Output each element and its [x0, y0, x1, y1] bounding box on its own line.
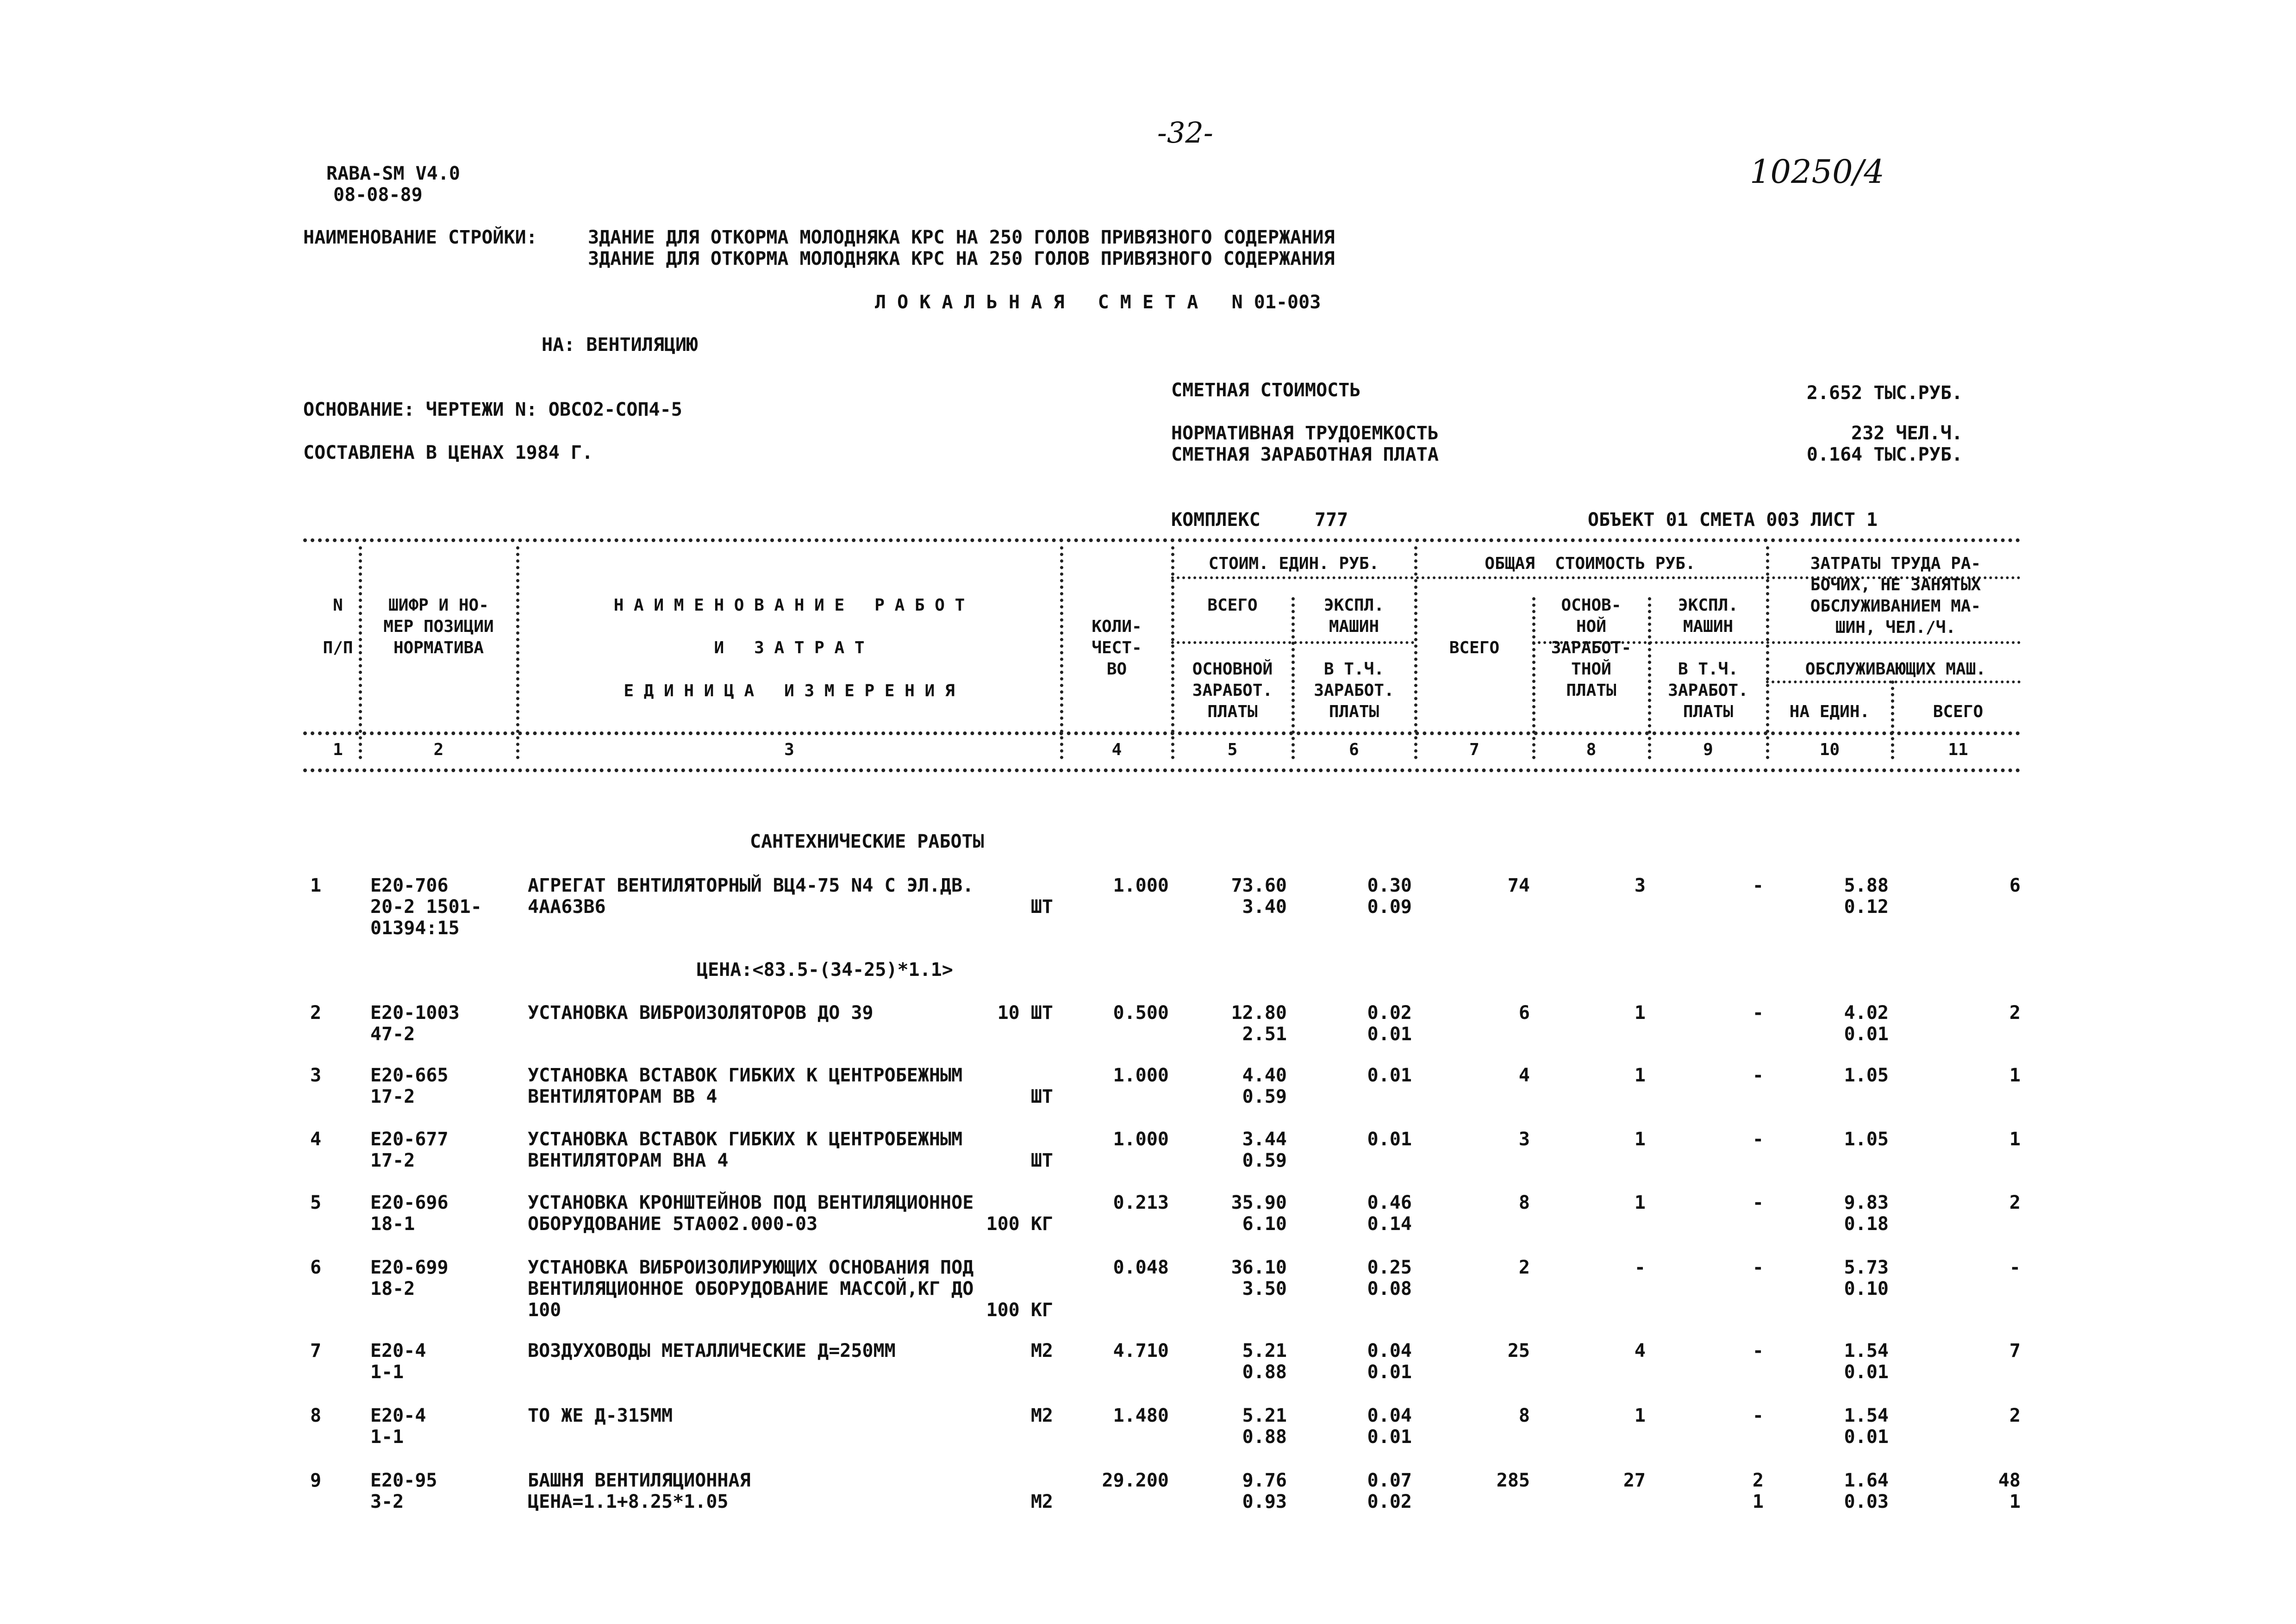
row-machine-cost-line: 0.04	[1367, 1405, 1412, 1426]
row-quantity: 1.000	[1113, 1129, 1169, 1150]
row-machine-total-line: -	[1752, 1257, 1764, 1278]
object-sheet: ОБЪЕКТ 01 СМЕТА 003 ЛИСТ 1	[1588, 509, 1878, 531]
header-top-rule	[303, 538, 2021, 542]
row-labor-unit-line: 0.12	[1844, 896, 1889, 918]
row-name-line: ОБОРУДОВАНИЕ 5ТА002.000-03	[528, 1213, 818, 1235]
header-col6-line: ЭКСПЛ.	[1323, 596, 1385, 615]
row-machine-cost-line: 0.14	[1367, 1213, 1412, 1235]
program-name: RABA-SM V4.0	[326, 163, 460, 184]
row-number: 5	[310, 1192, 322, 1213]
header-col2-line: НОРМАТИВА	[393, 638, 484, 657]
row-unit-cost-line: 3.44	[1242, 1129, 1287, 1150]
header-col6-line: ЗАРАБОТ.	[1314, 681, 1394, 700]
column-number: 3	[784, 740, 794, 759]
header-divider	[516, 546, 519, 759]
row-number: 8	[310, 1405, 322, 1426]
header-col4-line: КОЛИ-	[1092, 617, 1142, 636]
row-unit-cost-line: 5.21	[1242, 1340, 1287, 1362]
table-row	[0, 1192, 2296, 1257]
row-labor-unit-line: 0.03	[1844, 1491, 1889, 1512]
table-row	[0, 1129, 2296, 1193]
row-machine-total-line: 1	[1752, 1491, 1764, 1512]
column-number: 10	[1819, 740, 1840, 759]
row-unit: ШТ	[1030, 1150, 1053, 1171]
row-machine-cost-line: 0.02	[1367, 1491, 1412, 1512]
header-total-cost: ОБЩАЯ СТОИМОСТЬ РУБ.	[1485, 554, 1696, 573]
row-code-line: Е20-699	[370, 1257, 449, 1278]
row-quantity: 1.000	[1113, 875, 1169, 896]
row-total-cost: 285	[1496, 1470, 1530, 1491]
header-col10: НА ЕДИН.	[1789, 702, 1870, 721]
row-machine-cost-line: 0.07	[1367, 1470, 1412, 1491]
row-name-line: УСТАНОВКА ВСТАВОК ГИБКИХ К ЦЕНТРОБЕЖНЫМ	[528, 1065, 963, 1086]
header-col9-line: ПЛАТЫ	[1683, 702, 1734, 721]
row-machine-cost-line: 0.01	[1367, 1065, 1412, 1086]
complex-value: 777	[1315, 509, 1348, 531]
row-total-cost: 2	[1518, 1257, 1530, 1278]
column-number: 4	[1111, 740, 1122, 759]
row-labor-total-line: 1	[2009, 1491, 2021, 1512]
row-total-cost: 4	[1518, 1065, 1530, 1086]
row-labor-unit-line: 1.64	[1844, 1470, 1889, 1491]
row-code-line: 01394:15	[370, 918, 460, 939]
row-unit: М2	[1030, 1405, 1053, 1426]
row-name-line: 100	[528, 1299, 562, 1321]
row-labor-total-line: -	[2009, 1257, 2021, 1278]
header-labor-machines: ОБСЛУЖИВАЮЩИХ МАШ.	[1805, 660, 1986, 679]
header-col3-line: И З А Т Р А Т	[714, 638, 865, 657]
row-quantity: 4.710	[1113, 1340, 1169, 1362]
table-row	[0, 875, 2296, 940]
row-labor-total-line: 7	[2009, 1340, 2021, 1362]
header-labor-line: ШИН, ЧЕЛ./Ч.	[1835, 618, 1956, 637]
header-col5-line: ВСЕГО	[1207, 596, 1258, 615]
header-col5-line: ОСНОВНОЙ	[1192, 660, 1273, 679]
row-labor-total-line: 1	[2009, 1129, 2021, 1150]
header-sub-rule	[1171, 641, 1414, 644]
column-number: 9	[1703, 740, 1713, 759]
header-col7: ВСЕГО	[1449, 638, 1500, 657]
header-labor-line: ЗАТРАТЫ ТРУДА РА-	[1810, 554, 1981, 573]
header-divider	[1891, 681, 1894, 759]
row-code-line: 20-2 1501-	[370, 896, 482, 918]
row-machine-total-line: 2	[1752, 1470, 1764, 1491]
header-col9-line: ЗАРАБОТ.	[1668, 681, 1748, 700]
estimate-basis: ОСНОВАНИЕ: ЧЕРТЕЖИ N: ОВСО2-СОП4-5	[303, 399, 682, 420]
row-name-line: УСТАНОВКА КРОНШТЕЙНОВ ПОД ВЕНТИЛЯЦИОННОЕ	[528, 1192, 974, 1213]
row-unit-cost-line: 12.80	[1231, 1002, 1287, 1024]
header-col2-line: ШИФР И НО-	[388, 596, 489, 615]
header-unit-cost: СТОИМ. ЕДИН. РУБ.	[1208, 554, 1379, 573]
row-unit-cost-line: 5.21	[1242, 1405, 1287, 1426]
row-quantity: 0.213	[1113, 1192, 1169, 1213]
header-divider	[359, 546, 362, 759]
header-col9-line: В Т.Ч.	[1678, 660, 1739, 679]
header-divider	[1060, 546, 1063, 759]
column-number: 8	[1586, 740, 1597, 759]
construction-line-1: ЗДАНИЕ ДЛЯ ОТКОРМА МОЛОДНЯКА КРС НА 250 ГОЛОВ ПРИВЯЗНОГО СОДЕРЖАНИЯ	[588, 227, 1335, 248]
row-machine-total-line: -	[1752, 1002, 1764, 1024]
row-name-line: ВЕНТИЛЯЦИОННОЕ ОБОРУДОВАНИЕ МАССОЙ,КГ ДО	[528, 1278, 974, 1299]
row-total-cost: 74	[1507, 875, 1530, 896]
header-col5-line: ПЛАТЫ	[1207, 702, 1258, 721]
row-number: 2	[310, 1002, 322, 1024]
table-row	[0, 1065, 2296, 1130]
header-col9-line: МАШИН	[1683, 617, 1734, 636]
estimate-title: Л О К А Л Ь Н А Я С М Е Т А N 01-003	[875, 292, 1321, 313]
construction-line-2: ЗДАНИЕ ДЛЯ ОТКОРМА МОЛОДНЯКА КРС НА 250 ГОЛОВ ПРИВЯЗНОГО СОДЕРЖАНИЯ	[588, 248, 1335, 269]
row-quantity: 1.000	[1113, 1065, 1169, 1086]
row-labor-total-line: 1	[2009, 1065, 2021, 1086]
header-col8-line: ТНОЙ	[1571, 660, 1611, 679]
row-name-line: ВОЗДУХОВОДЫ МЕТАЛЛИЧЕСКИЕ Д=250ММ	[528, 1340, 896, 1362]
row-number: 4	[310, 1129, 322, 1150]
row-quantity: 0.048	[1113, 1257, 1169, 1278]
row-quantity: 29.200	[1102, 1470, 1169, 1491]
header-bottom-rule	[303, 731, 2021, 735]
row-wage-cost: -	[1634, 1257, 1646, 1278]
header-col4-line: ВО	[1106, 660, 1127, 679]
row-total-cost: 6	[1518, 1002, 1530, 1024]
row-name-line: УСТАНОВКА ВИБРОИЗОЛЯТОРОВ ДО 39	[528, 1002, 873, 1024]
row-code-line: Е20-706	[370, 875, 449, 896]
row-labor-unit-line: 1.54	[1844, 1405, 1889, 1426]
row-unit-cost-line: 0.59	[1242, 1086, 1287, 1107]
page-number: -32-	[1157, 116, 1213, 150]
estimate-prices: СОСТАВЛЕНА В ЦЕНАХ 1984 Г.	[303, 442, 593, 463]
row-labor-total-line: 2	[2009, 1405, 2021, 1426]
row-number: 6	[310, 1257, 322, 1278]
header-col6-line: ПЛАТЫ	[1329, 702, 1379, 721]
row-unit-cost-line: 0.88	[1242, 1426, 1287, 1448]
row-code-line: 18-1	[370, 1213, 415, 1235]
column-number: 6	[1349, 740, 1359, 759]
row-labor-unit-line: 1.54	[1844, 1340, 1889, 1362]
row-code-line: Е20-4	[370, 1340, 426, 1362]
table-row	[0, 1405, 2296, 1470]
table-row	[0, 1002, 2296, 1067]
row-wage-cost: 3	[1634, 875, 1646, 896]
row-code-line: Е20-4	[370, 1405, 426, 1426]
row-number: 3	[310, 1065, 322, 1086]
row-machine-cost-line: 0.04	[1367, 1340, 1412, 1362]
row-name-line: ЦЕНА=1.1+8.25*1.05	[528, 1491, 729, 1512]
row-machine-cost-line: 0.02	[1367, 1002, 1412, 1024]
row-code-line: 1-1	[370, 1362, 404, 1383]
row-machine-total-line: -	[1752, 1192, 1764, 1213]
row-code-line: 47-2	[370, 1024, 415, 1045]
row-labor-unit-line: 1.05	[1844, 1129, 1889, 1150]
row-unit-cost-line: 0.93	[1242, 1491, 1287, 1512]
row-code-line: 18-2	[370, 1278, 415, 1299]
construction-label: НАИМЕНОВАНИЕ СТРОЙКИ:	[303, 227, 537, 248]
row-unit-cost-line: 3.40	[1242, 896, 1287, 918]
row-name-line: ВЕНТИЛЯТОРАМ ВНА 4	[528, 1150, 729, 1171]
price-formula: ЦЕНА:<83.5-(34-25)*1.1>	[697, 959, 953, 981]
row-labor-unit-line: 1.05	[1844, 1065, 1889, 1086]
row-name-line: 4АА63В6	[528, 896, 606, 918]
summary-label-cost: СМЕТНАЯ СТОИМОСТЬ	[1171, 380, 1361, 401]
header-col8-line: НОЙ	[1576, 617, 1607, 636]
column-number: 5	[1227, 740, 1238, 759]
header-col8-line: ОСНОВ-	[1561, 596, 1622, 615]
header-col1-line: N	[333, 596, 343, 615]
row-machine-cost-line: 0.01	[1367, 1024, 1412, 1045]
header-col4-line: ЧЕСТ-	[1092, 638, 1142, 657]
program-date: 08-08-89	[333, 184, 423, 206]
header-labor-line: БОЧИХ, НЕ ЗАНЯТЫХ	[1810, 575, 1981, 594]
row-total-cost: 3	[1518, 1129, 1530, 1150]
header-col9-line: ЭКСПЛ.	[1678, 596, 1739, 615]
header-col5-line: ЗАРАБОТ.	[1192, 681, 1273, 700]
row-labor-unit-line: 9.83	[1844, 1192, 1889, 1213]
header-divider	[1648, 597, 1651, 759]
section-title: САНТЕХНИЧЕСКИЕ РАБОТЫ	[750, 831, 984, 852]
row-labor-unit-line: 4.02	[1844, 1002, 1889, 1024]
row-total-cost: 8	[1518, 1192, 1530, 1213]
row-machine-cost-line: 0.46	[1367, 1192, 1412, 1213]
row-labor-total-line: 48	[1998, 1470, 2021, 1491]
row-unit-cost-line: 6.10	[1242, 1213, 1287, 1235]
row-total-cost: 25	[1507, 1340, 1530, 1362]
row-wage-cost: 1	[1634, 1065, 1646, 1086]
summary-value-wage: 0.164 ТЫС.РУБ.	[1806, 444, 1963, 465]
row-machine-total-line: -	[1752, 875, 1764, 896]
row-labor-unit-line: 0.01	[1844, 1024, 1889, 1045]
header-col11: ВСЕГО	[1933, 702, 1984, 721]
row-name-line: УСТАНОВКА ВИБРОИЗОЛИРУЮЩИХ ОСНОВАНИЯ ПОД	[528, 1257, 974, 1278]
row-unit-cost-line: 0.59	[1242, 1150, 1287, 1171]
header-sub-rule	[1766, 681, 2021, 683]
row-unit: 100 КГ	[986, 1213, 1053, 1235]
header-col3-line: Н А И М Е Н О В А Н И Е Р А Б О Т	[613, 596, 965, 615]
summary-value-labor: 232 ЧЕЛ.Ч.	[1851, 423, 1963, 444]
row-machine-total-line: -	[1752, 1065, 1764, 1086]
row-labor-total-line: 2	[2009, 1002, 2021, 1024]
row-code-line: 3-2	[370, 1491, 404, 1512]
header-divider	[1292, 597, 1295, 759]
row-number: 9	[310, 1470, 322, 1491]
row-unit-cost-line: 0.88	[1242, 1362, 1287, 1383]
row-unit-cost-line: 2.51	[1242, 1024, 1287, 1045]
row-code-line: 17-2	[370, 1150, 415, 1171]
table-row	[0, 1470, 2296, 1535]
row-code-line: 17-2	[370, 1086, 415, 1107]
header-col6-line: В Т.Ч.	[1323, 660, 1385, 679]
header-labor-line: ОБСЛУЖИВАНИЕМ МА-	[1810, 597, 1981, 616]
row-code-line: Е20-665	[370, 1065, 449, 1086]
row-unit: ШТ	[1030, 896, 1053, 918]
row-unit-cost-line: 4.40	[1242, 1065, 1287, 1086]
summary-label-wage: СМЕТНАЯ ЗАРАБОТНАЯ ПЛАТА	[1171, 444, 1439, 465]
row-unit: М2	[1030, 1491, 1053, 1512]
header-col8-line: ПЛАТЫ	[1566, 681, 1616, 700]
row-wage-cost: 1	[1634, 1405, 1646, 1426]
row-labor-total-line: 6	[2009, 875, 2021, 896]
row-quantity: 0.500	[1113, 1002, 1169, 1024]
row-labor-unit-line: 0.10	[1844, 1278, 1889, 1299]
complex-label: КОМПЛЕКС	[1171, 509, 1260, 531]
row-unit-cost-line: 3.50	[1242, 1278, 1287, 1299]
row-name-line: УСТАНОВКА ВСТАВОК ГИБКИХ К ЦЕНТРОБЕЖНЫМ	[528, 1129, 963, 1150]
table-row	[0, 1257, 2296, 1322]
row-wage-cost: 1	[1634, 1002, 1646, 1024]
row-code-line: Е20-95	[370, 1470, 437, 1491]
row-code-line: Е20-677	[370, 1129, 449, 1150]
row-labor-unit-line: 0.18	[1844, 1213, 1889, 1235]
row-total-cost: 8	[1518, 1405, 1530, 1426]
row-number: 1	[310, 875, 322, 896]
header-col8-line: ЗАРАБОТ-	[1551, 638, 1632, 657]
header-col2-line: МЕР ПОЗИЦИИ	[383, 617, 494, 636]
row-machine-total-line: -	[1752, 1129, 1764, 1150]
summary-value-cost: 2.652 ТЫС.РУБ.	[1806, 382, 1963, 404]
numbers-bottom-rule	[303, 768, 2021, 772]
row-machine-cost-line: 0.09	[1367, 896, 1412, 918]
header-col3-line: Е Д И Н И Ц А И З М Е Р Е Н И Я	[624, 681, 955, 700]
row-labor-total-line: 2	[2009, 1192, 2021, 1213]
row-machine-cost-line: 0.30	[1367, 875, 1412, 896]
row-name-line: ТО ЖЕ Д-315ММ	[528, 1405, 673, 1426]
row-labor-unit-line: 5.88	[1844, 875, 1889, 896]
row-wage-cost: 27	[1623, 1470, 1646, 1491]
header-col6-line: МАШИН	[1329, 617, 1379, 636]
row-unit: 10 ШТ	[997, 1002, 1053, 1024]
row-name-line: АГРЕГАТ ВЕНТИЛЯТОРНЫЙ ВЦ4-75 N4 С ЭЛ.ДВ.	[528, 875, 974, 896]
table-row	[0, 1340, 2296, 1405]
column-number: 1	[333, 740, 343, 759]
row-number: 7	[310, 1340, 322, 1362]
header-divider	[1532, 597, 1535, 759]
column-number: 11	[1948, 740, 1968, 759]
row-code-line: Е20-696	[370, 1192, 449, 1213]
row-labor-unit-line: 5.73	[1844, 1257, 1889, 1278]
row-machine-cost-line: 0.01	[1367, 1362, 1412, 1383]
row-machine-cost-line: 0.25	[1367, 1257, 1412, 1278]
row-unit: М2	[1030, 1340, 1053, 1362]
row-unit-cost-line: 73.60	[1231, 875, 1287, 896]
row-unit-cost-line: 36.10	[1231, 1257, 1287, 1278]
row-code-line: 1-1	[370, 1426, 404, 1448]
handwritten-number: 10250/4	[1750, 153, 1884, 191]
row-machine-cost-line: 0.01	[1367, 1426, 1412, 1448]
column-number: 7	[1469, 740, 1479, 759]
row-unit-cost-line: 9.76	[1242, 1470, 1287, 1491]
row-name-line: БАШНЯ ВЕНТИЛЯЦИОННАЯ	[528, 1470, 751, 1491]
row-wage-cost: 1	[1634, 1129, 1646, 1150]
summary-label-labor: НОРМАТИВНАЯ ТРУДОЕМКОСТЬ	[1171, 423, 1439, 444]
row-labor-unit-line: 0.01	[1844, 1362, 1889, 1383]
row-machine-total-line: -	[1752, 1405, 1764, 1426]
estimate-for: НА: ВЕНТИЛЯЦИЮ	[542, 334, 698, 356]
row-code-line: Е20-1003	[370, 1002, 460, 1024]
header-col1-line: П/П	[323, 638, 353, 657]
row-machine-cost-line: 0.01	[1367, 1129, 1412, 1150]
column-number: 2	[433, 740, 444, 759]
row-wage-cost: 4	[1634, 1340, 1646, 1362]
row-unit-cost-line: 35.90	[1231, 1192, 1287, 1213]
row-wage-cost: 1	[1634, 1192, 1646, 1213]
row-unit: 100 КГ	[986, 1299, 1053, 1321]
row-unit: ШТ	[1030, 1086, 1053, 1107]
row-quantity: 1.480	[1113, 1405, 1169, 1426]
row-machine-cost-line: 0.08	[1367, 1278, 1412, 1299]
row-machine-total-line: -	[1752, 1340, 1764, 1362]
row-name-line: ВЕНТИЛЯТОРАМ ВВ 4	[528, 1086, 718, 1107]
row-labor-unit-line: 0.01	[1844, 1426, 1889, 1448]
